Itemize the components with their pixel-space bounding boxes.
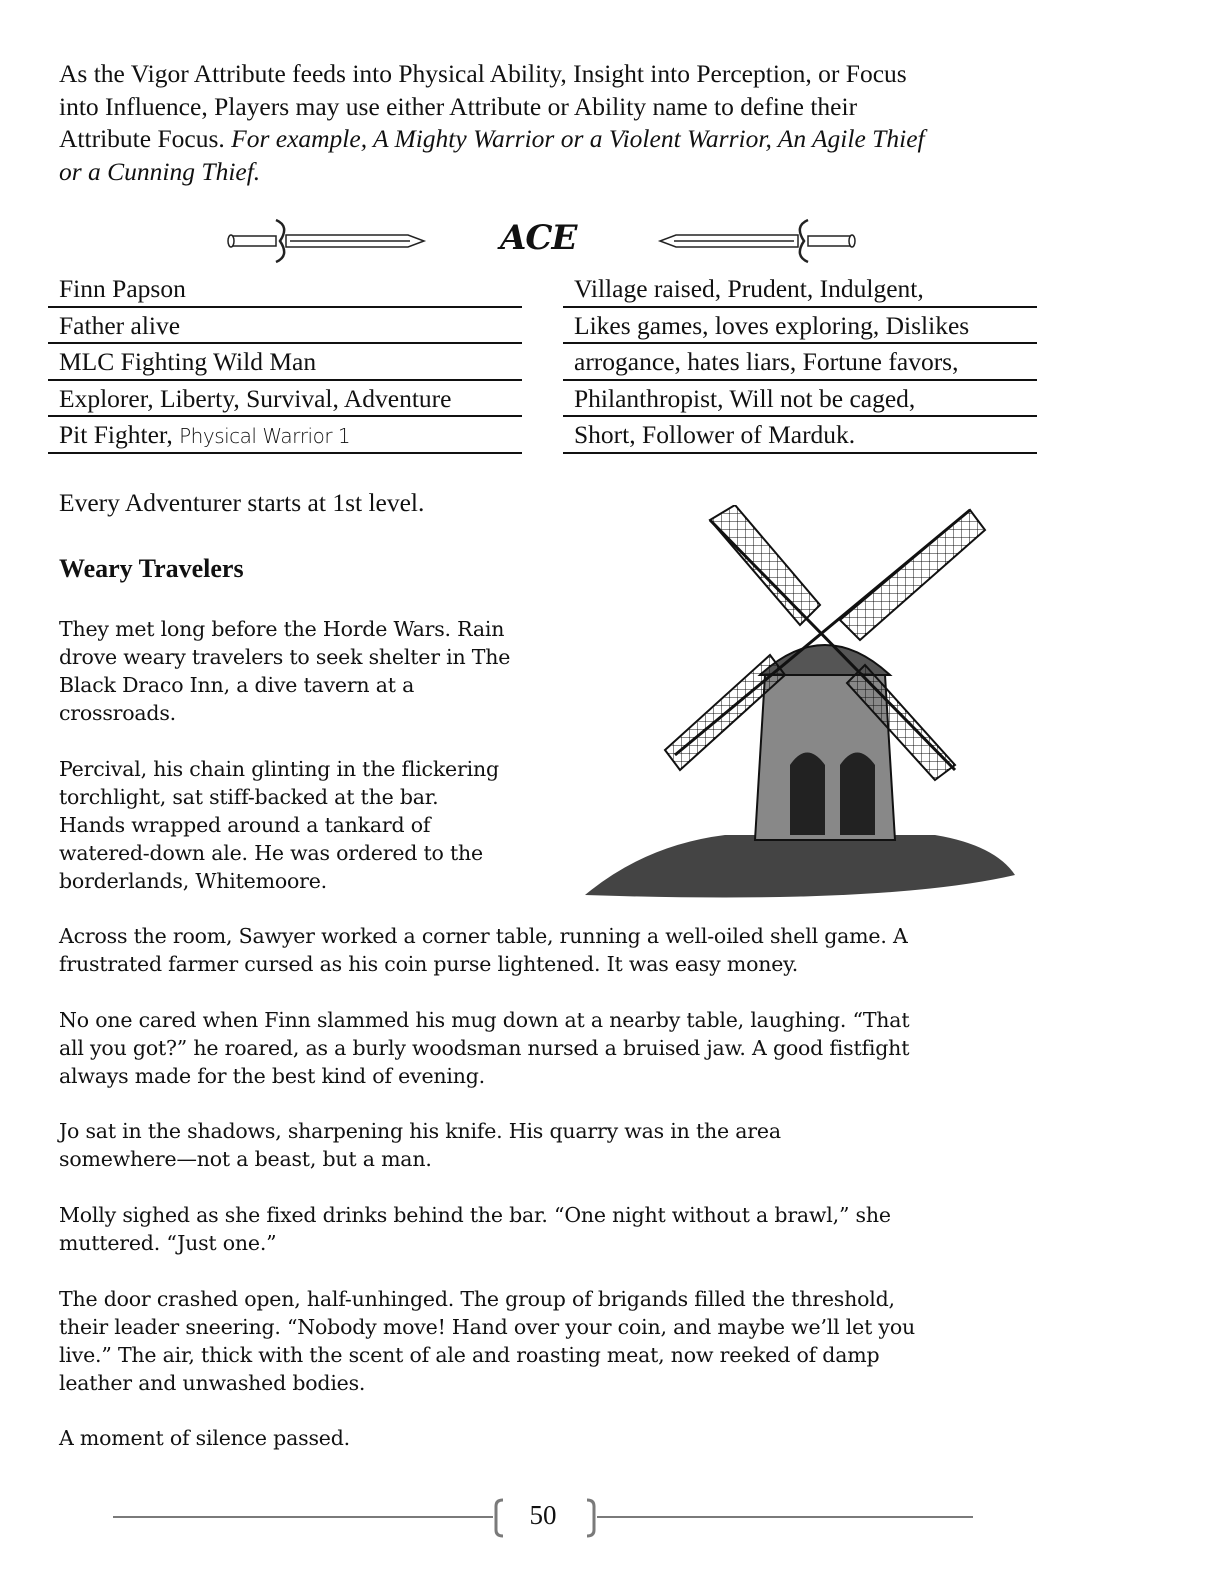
story-paragraph: [59, 1117, 781, 1173]
story-line: Jo sat in the shadows, sharpening his knife. His quarry was in the area: [59, 1119, 781, 1143]
section-title: Weary Travelers: [59, 554, 244, 583]
intro-line: As the Vigor Attribute feeds into Physical Ability, Insight into Perception, or Focus: [59, 59, 907, 88]
story-paragraph: [59, 1201, 891, 1257]
table-row: Short, Follower of Marduk.: [563, 417, 1037, 454]
page-footer: [113, 1494, 973, 1538]
table-row: Philanthropist, Will not be caged,: [563, 381, 1037, 418]
table-cell: Pit Fighter,: [59, 420, 180, 449]
footer-rule: [597, 1516, 973, 1518]
story-line: frustrated farmer cursed as his coin purse lightened. It was easy money.: [59, 952, 799, 976]
sword-divider: [0, 216, 1224, 266]
windmill-illustration: [585, 505, 1015, 915]
character-name-banner: ACE: [500, 218, 577, 258]
level-note: Every Adventurer starts at 1st level.: [59, 488, 425, 517]
story-line: borderlands, Whitemoore.: [59, 869, 327, 893]
table-row: [48, 417, 522, 454]
story-line: drove weary travelers to seek shelter in The: [59, 645, 511, 669]
story-line: No one cared when Finn slammed his mug down at a nearby table, laughing. “That: [59, 1008, 910, 1032]
story-paragraph: [59, 1424, 350, 1452]
story-line: A moment of silence passed.: [59, 1426, 350, 1450]
character-table-left: [48, 271, 522, 454]
story-line: Hands wrapped around a tankard of: [59, 813, 431, 837]
story-paragraph: [59, 1006, 909, 1090]
right-sword-icon: [660, 220, 855, 262]
story-line: Black Draco Inn, a dive tavern at a: [59, 673, 415, 697]
footer-rule: [113, 1516, 493, 1518]
story-line: Percival, his chain glinting in the flickering: [59, 757, 499, 781]
story-line: their leader sneering. “Nobody move! Hand over your coin, and maybe we’ll let you: [59, 1315, 915, 1339]
intro-paragraph: [59, 58, 925, 188]
story-line: The door crashed open, half-unhinged. The group of brigands filled the threshold,: [59, 1287, 895, 1311]
story-line: Across the room, Sawyer worked a corner table, running a well-oiled shell game. A: [59, 924, 908, 948]
story-line: torchlight, sat stiff-backed at the bar.: [59, 785, 439, 809]
story-line: somewhere—not a beast, but a man.: [59, 1147, 432, 1171]
table-row: Father alive: [48, 308, 522, 345]
story-paragraph: [59, 922, 908, 978]
story-paragraph: [59, 1285, 915, 1397]
intro-example: or a Cunning Thief.: [59, 156, 261, 186]
page-number: 50: [529, 1500, 557, 1530]
story-line: crossroads.: [59, 701, 176, 725]
story-line: leather and unwashed bodies.: [59, 1371, 366, 1395]
story-paragraph: [59, 615, 510, 727]
table-row: Village raised, Prudent, Indulgent,: [563, 271, 1037, 308]
story-line: muttered. “Just one.”: [59, 1231, 277, 1255]
table-row: arrogance, hates liars, Fortune favors,: [563, 344, 1037, 381]
table-row: Finn Papson: [48, 271, 522, 308]
intro-line: into Influence, Players may use either Attribute or Ability name to define their: [59, 91, 858, 121]
intro-line: [59, 123, 925, 156]
table-row: Likes games, loves exploring, Dislikes: [563, 308, 1037, 345]
story-line: Molly sighed as she fixed drinks behind the bar. “One night without a brawl,” she: [59, 1203, 891, 1227]
story-line: They met long before the Horde Wars. Rain: [59, 617, 505, 641]
handwritten-entry: Physical Warrior 1: [179, 424, 351, 448]
intro-example: For example, A Mighty Warrior or a Violent Warrior, An Agile Thief: [231, 124, 925, 153]
story-paragraph: [59, 755, 499, 895]
character-table-right: [563, 271, 1037, 454]
left-sword-icon: [228, 220, 424, 262]
intro-text: Attribute Focus.: [59, 124, 232, 153]
story-line: live.” The air, thick with the scent of ale and roasting meat, now reeked of damp: [59, 1343, 880, 1367]
table-row: MLC Fighting Wild Man: [48, 344, 522, 381]
table-row: Explorer, Liberty, Survival, Adventure: [48, 381, 522, 418]
story-line: all you got?” he roared, as a burly woodsman nursed a bruised jaw. A good fistfight: [59, 1036, 910, 1060]
story-line: watered-down ale. He was ordered to the: [59, 841, 483, 865]
story-line: always made for the best kind of evening.: [59, 1064, 485, 1088]
